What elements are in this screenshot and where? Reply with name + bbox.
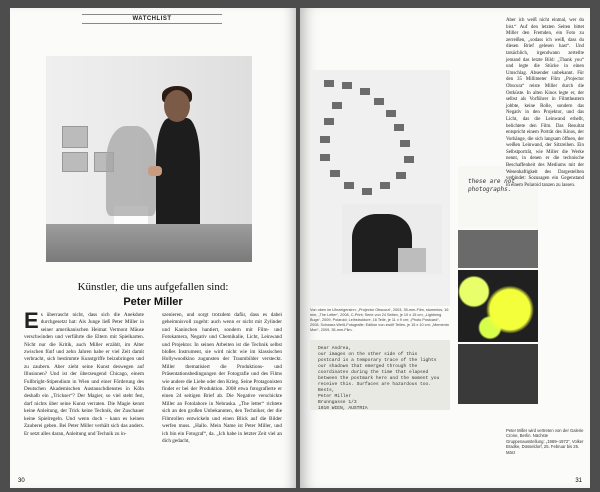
gallery-caption: Peter Miller wird vertreten von der Galerie Crone, Berlin. Nächste Gruppenausstellung: „1969–1972“, Volker Bradke, Düsseldorf, 25. Februar bis 25. März (506, 428, 584, 455)
polaroid-strip (458, 230, 538, 268)
article-headline: Künstler, die uns aufgefallen sind: (77, 281, 229, 293)
page-number-right: 31 (575, 478, 582, 484)
contact-sheet (310, 70, 450, 306)
page-number-left: 30 (18, 478, 25, 484)
dropcap: E (24, 308, 39, 333)
left-page (10, 8, 296, 488)
artist-photo (46, 56, 252, 262)
lightning-bugs-photo (458, 270, 538, 342)
right-page (300, 8, 590, 488)
film-still (458, 344, 538, 404)
postcard-text: Dear Andrea, our images on the other side of this postcard is a temporary trace of the lights our shadows that emerged through the coordinates during the time that elapsed between the postmark here and the moment you receive this. Surfaces are hazardous too. Bests, Peter Miller Brunngasse 1/3 1010 WIEN, AUSTRIA (310, 340, 450, 410)
handwritten-note: these are not photographs. (458, 166, 538, 228)
artist-name: Peter Miller (123, 296, 183, 308)
article-column-1: E s überrascht nicht, dass sich die Anekdote durchgesetzt hat: Als Junge ließ Peter Miller in seiner amerikanischen Heimat Vermont Mäuse verschwinden und verführte die Eltern mit Spielkarten. Nicht nur die Kritik, auch Miller erzählt, im Alter zwischen fünf und zehn Jahren habe er viel Zeit damit verbracht, sich bestimmte Kunstgriffe beizubringen und zu zaubern. Aber zieht seine Kunst deswegen auf Illusionen? Und ist der überzeugend Chicago, einem Fullbright-Stipendium in Wien und einer Förderung des Deutschen Akademischen Austauschdienstes in Köln deshalb ein „Trickser“? Der Magier, so viel steht fest, darf nichts über seine Kunst verraten. Die Magie kennt keine Anleitung, der Trick keine Technik, der Zuschauer keine Spielregeln. Und wenn doch - kann es keinen Zauberei geben. Bei Peter Miller verhält sich das anders. Er setzt alles daran, Anleitung und Technik zu in- (24, 308, 144, 437)
section-tag: WATCHLIST (82, 14, 222, 24)
article-column-2: szenieren, und sorgt trotzdem dafür, dass es dabei geheimnisvoll zugeht: auch wenn er nicht mit Zylinder und Kaninchen hantiert, sondern mit Film- und Fotokamera, Negativ und Chemikalie, Licht, Leinwand und Projektor. In seinen Arbeiten ist die Technik selbst bloßes Instrument, sie wird nicht wie im klassischen Hollywoodkino zugunsten der Traumbilder versteckt. Miller thematisiert die Produktions- und Präsentationsbedingungen der Fotografie und des Films wie andere die Liebe oder den Krieg. Seine Protagonisten findet er bei der Produktion. 2008 etwa fotografierte er einen 24 seitigen Brief ab. Die Negative verschickte Miller an Fotolabore in Nebraska. „The letter“ richtete sich an den großen Unbekannten, den Techniker, der die Filmrollen entwickeln und einen Blick auf die Bilder werfen muss. „Hallo. Mein Name ist Peter Miller, und ich bin ein Fotograf“, da. „Ich habe in letzter Zeit viel an dich gedacht, (162, 312, 282, 444)
person-at-laptop-photo (342, 204, 442, 274)
photo-caption: Von oben im Uhrzeigersinn: „Projector Obscura“, 2003, 35-mm-Film, stummlos, 16 min; „The Letter“, 2008, C-Print; Serie von 24 Seiten, je 10 x 15 cm; „Lightning Bugs“, 2009, Polaroid; Leihstrukture, 16 Teile, je 11 x 9 cm; „Photo Postcard“, 2008, Schwarz-Weiß-Fotografie; Edition von zwölf Teilen, je 15 x 10 cm; „Memento Mori“, 2009, 35-mm-Film. (310, 308, 449, 332)
article-column-3: Aber ich weiß nicht einmal, wer du bist.“ Auf den letzten Seiten bittet Miller den Fremden, ein Foto zu zerreißen, „sodass ich weiß, dass du diesen Brief gelesen hast“. Und tatsächlich, irgendwann zerteilte jemand das letzte Bild: „Thank you“ und legte die Stücke in einen Umschlag. Absender unbekannt. Für den 35 Millimeter Film „Projector Obscura“ reiste Miller durch die Ostküste. In alten Kinos legte er, der selbst als Vorführer in Filmtheatern jobbte, keine Rolle, sondern das Negativ in den Projektor, und das Licht, das die Leinwand erhellt, belichtete den Film. Das Resultat entspricht einem Porträt des Kinos, der Vorhänge, die sich langsam öffnen, der weißen Leinwand, der Sitzreihen. Ein Selbstporträt, wie Miller die Werke nennt, in denen er die technische Beschaffenheit des Mediums mit der Wesenhaftigkeit des Dargestellten verbindet: Sozusagen ein Gegenstand in einem Polaroid tanzen zu lassen. (506, 18, 584, 188)
